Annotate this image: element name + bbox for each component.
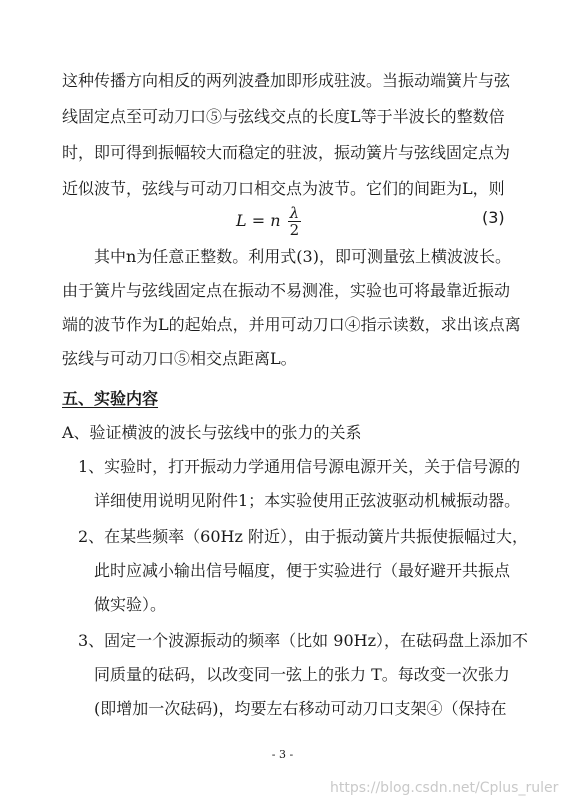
- formula: [236, 205, 301, 238]
- body-text-line: 近似波节，弦线与可动刀口相交点为波节。它们的间距为L，则: [62, 179, 505, 198]
- section-subheading: A、验证横波的波长与弦线中的张力的关系: [62, 423, 362, 442]
- list-item-line: 做实验）。: [94, 595, 167, 614]
- body-text-line: 时，即可得到振幅较大而稳定的驻波，振动簧片与弦线固定点为: [62, 143, 511, 162]
- body-text-line: 弦线与可动刀口⑤相交点距离L。: [62, 349, 297, 368]
- section-heading: 五、实验内容: [62, 389, 159, 408]
- list-item-line: 此时应减小输出信号幅度，便于实验进行（最好避开共振点: [94, 561, 511, 580]
- list-item-line: (即增加一次砝码)，均要左右移动可动刀口支架④（保持在: [94, 699, 507, 718]
- formula-lhs: L = n: [236, 211, 281, 230]
- body-text-line: 其中n为任意正整数。利用式(3)，即可测量弦上横波波长。: [94, 247, 511, 266]
- watermark: https://blog.csdn.net/Cplus_ruler: [330, 780, 559, 796]
- formula-fraction: [288, 205, 302, 238]
- formula-numerator: λ: [289, 204, 300, 222]
- list-item-line: 1、实验时，打开振动力学通用信号源电源开关，关于信号源的: [78, 457, 521, 476]
- body-text-line: 这种传播方向相反的两列波叠加即形成驻波。当振动端簧片与弦: [62, 71, 511, 90]
- formula-denominator: 2: [289, 221, 300, 239]
- body-text-line: 线固定点至可动刀口⑤与弦线交点的长度L等于半波长的整数倍: [62, 107, 505, 126]
- equation-number: (3): [482, 208, 505, 227]
- list-item-line: 3、固定一个波源振动的频率（比如 90Hz），在砝码盘上添加不: [78, 631, 529, 650]
- page-number: - 3 -: [271, 748, 294, 761]
- body-text-line: 由于簧片与弦线固定点在振动不易测准，实验也可将最靠近振动: [62, 281, 511, 300]
- list-item-line: 同质量的砝码，以改变同一弦上的张力 T。每改变一次张力: [94, 665, 510, 684]
- body-text-line: 端的波节作为L的起始点，并用可动刀口④指示读数，求出该点离: [62, 315, 521, 334]
- list-item-line: 2、在某些频率（60Hz 附近），由于振动簧片共振使振幅过大，: [78, 527, 529, 546]
- list-item-line: 详细使用说明见附件1；本实验使用正弦波驱动机械振动器。: [94, 491, 521, 510]
